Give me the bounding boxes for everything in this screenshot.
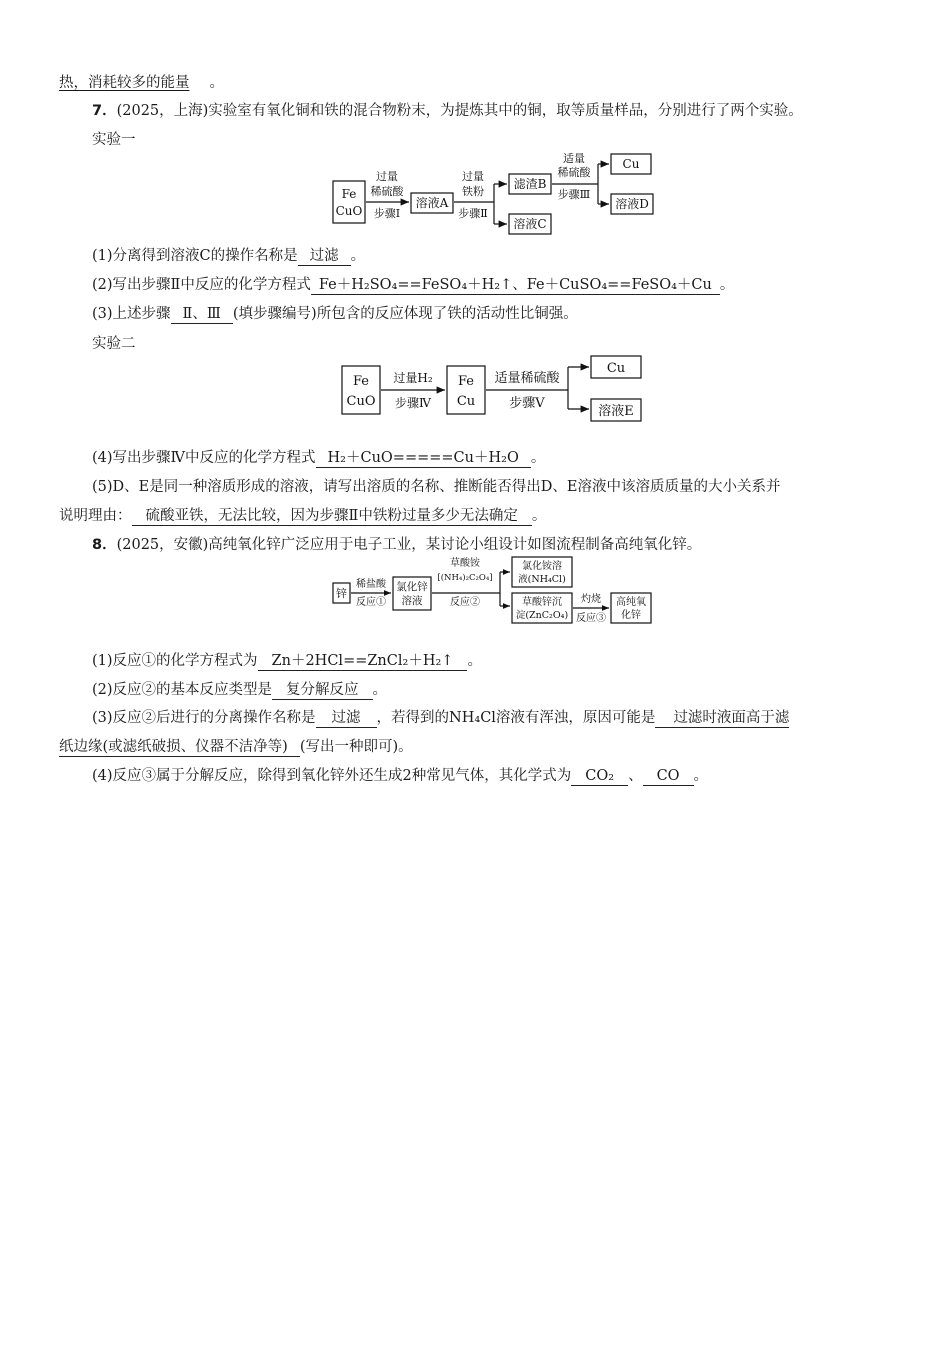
answer-blank: CO₂	[571, 767, 628, 786]
reaction-3-arrow	[573, 592, 609, 624]
diagram-label: Cu	[456, 394, 476, 409]
step-1-arrow	[366, 169, 409, 220]
continuation-line: 热，消耗较多的能量 。	[59, 75, 224, 91]
diagram-label: 高纯氧	[616, 597, 646, 608]
diagram-label: 溶液	[401, 595, 423, 607]
continuation-text: 热，消耗较多的能量	[59, 75, 190, 91]
diagram-label: 反应③	[576, 613, 606, 624]
solution-c-box	[509, 214, 551, 234]
experiment-2-flow-diagram	[338, 354, 648, 428]
diagram-label: 灼烧	[581, 594, 601, 605]
answer-blank: Ⅱ、Ⅲ	[171, 305, 233, 324]
answer-blank: H₂＋CuO=====Cu＋H₂O	[316, 449, 531, 468]
diagram-label: 溶液E	[598, 404, 634, 419]
solution-e-box	[591, 399, 641, 421]
q7-part-4: (4)写出步骤Ⅳ中反应的化学方程式 H₂＋CuO=====Cu＋H₂O 。	[92, 450, 546, 466]
diagram-label: 稀盐酸	[356, 579, 386, 590]
step-2-arrow	[454, 169, 507, 224]
q7-part-3: (3)上述步骤 Ⅱ、Ⅲ (填步骤编号)所包含的反应体现了铁的活动性比铜强。	[92, 306, 578, 322]
question-7-stem	[92, 101, 803, 121]
question-8-stem	[92, 535, 701, 555]
diagram-label: 过量	[376, 170, 398, 183]
diagram-label: 步骤Ⅰ	[373, 207, 401, 220]
reaction-1-arrow	[351, 577, 391, 608]
ammonium-chloride-box	[512, 557, 572, 587]
diagram-label: Cu	[606, 361, 626, 376]
reaction-2-arrow	[432, 556, 510, 608]
copper-box-1	[611, 154, 651, 174]
q7-part-2: (2)写出步骤Ⅱ中反应的化学方程式 Fe＋H₂SO₄==FeSO₄＋H₂↑、Fe＋CuSO₄==FeSO₄＋Cu 。	[92, 277, 735, 293]
answer-blank: Fe＋H₂SO₄==FeSO₄＋H₂↑、Fe＋CuSO₄==FeSO₄＋Cu	[311, 276, 720, 295]
q8-part-2: (2)反应②的基本反应类型是 复分解反应 。	[92, 682, 388, 698]
diagram-label: CuO	[346, 394, 376, 409]
diagram-label: 氯化铵溶	[522, 561, 562, 572]
answer-blank: 纸边缘(或滤纸破损、仪器不洁净等)	[59, 738, 300, 757]
diagram-label: 锌	[336, 587, 347, 600]
diagram-label: 铁粉	[462, 185, 484, 198]
diagram-label: Fe	[352, 374, 370, 389]
q7-part-5-line-1: (5)D、E是同一种溶质形成的溶液，请写出溶质的名称、推断能否得出D、E溶液中该溶质质量的大小关系并	[92, 479, 781, 495]
step-3-arrow	[552, 152, 609, 204]
diagram-label: 溶液C	[513, 217, 547, 231]
diagram-label: 步骤Ⅴ	[509, 396, 545, 411]
diagram-label: 氯化锌	[396, 581, 428, 593]
diagram-label: 化锌	[621, 610, 641, 621]
diagram-label: 液(NH₄Cl)	[518, 574, 566, 585]
answer-blank: CO	[643, 767, 694, 786]
experiment-1-label: 实验一	[92, 132, 136, 148]
copper-box-2	[591, 356, 641, 378]
answer-blank: 过滤	[316, 709, 377, 728]
q8-part-4: (4)反应③属于分解反应，除得到氧化锌外还生成2种常见气体，其化学式为 CO₂ 、 CO 。	[92, 768, 709, 784]
answer-blank: 过滤	[298, 247, 351, 266]
diagram-label: Cu	[622, 157, 640, 171]
start-box-fe-cuo	[342, 366, 380, 414]
diagram-label: 稀硫酸	[557, 166, 591, 179]
diagram-label: 适量	[563, 152, 585, 165]
diagram-label: 适量稀硫酸	[494, 371, 560, 386]
diagram-label: 步骤Ⅲ	[557, 188, 591, 201]
diagram-label: Fe	[457, 374, 475, 389]
experiment-1-flow-diagram	[330, 150, 660, 240]
q7-part-5-line-2: 说明理由： 硫酸亚铁，无法比较，因为步骤Ⅱ中铁粉过量多少无法确定 。	[59, 508, 547, 524]
diagram-label: 滤渣B	[513, 177, 547, 191]
zinc-oxide-box	[611, 593, 651, 623]
diagram-label: 溶液D	[615, 197, 649, 211]
diagram-label: Fe	[341, 187, 357, 201]
zinc-oxide-flow-diagram	[330, 555, 660, 631]
question-number: 8．	[92, 537, 117, 553]
question-text: (2025，上海)实验室有氧化铜和铁的混合物粉末，为提炼其中的铜，取等质量样品，分别进行了两个实验。	[116, 103, 803, 119]
diagram-label: 稀硫酸	[370, 185, 404, 198]
diagram-label: 步骤Ⅱ	[458, 207, 488, 220]
step-5-arrow	[486, 367, 589, 411]
zinc-oxalate-box	[512, 593, 572, 623]
question-text: (2025，安徽)高纯氧化锌广泛应用于电子工业，某讨论小组设计如图流程制备高纯氧化锌。	[116, 537, 702, 553]
solution-a-box	[411, 193, 453, 213]
q8-part-3-line-1: (3)反应②后进行的分离操作名称是 过滤 ，若得到的NH₄Cl溶液有浑浊，原因可能是 过滤时液面高于滤	[92, 710, 790, 726]
q8-part-1: (1)反应①的化学方程式为 Zn＋2HCl==ZnCl₂＋H₂↑ 。	[92, 653, 482, 669]
mid-box-fe-cu	[447, 366, 485, 414]
start-box-fe-cuo	[333, 181, 365, 223]
diagram-label: 淀(ZnC₂O₄)	[515, 610, 569, 621]
answer-blank: 复分解反应	[272, 681, 373, 700]
answer-blank: 过滤时液面高于滤	[655, 709, 789, 728]
residue-b-box	[509, 174, 551, 194]
diagram-label: 反应①	[356, 597, 386, 608]
diagram-label: 反应②	[450, 597, 480, 608]
zinc-box	[333, 583, 350, 603]
step-4-arrow	[381, 370, 445, 410]
diagram-label: [(NH₄)₂C₂O₄]	[437, 573, 493, 583]
diagram-label: 步骤Ⅳ	[395, 396, 431, 410]
answer-blank: Zn＋2HCl==ZnCl₂＋H₂↑	[258, 652, 468, 671]
diagram-label: CuO	[335, 204, 363, 218]
solution-d-box	[611, 194, 653, 214]
diagram-label: 过量	[462, 170, 484, 183]
diagram-label: 溶液A	[415, 196, 449, 210]
question-number: 7．	[92, 103, 117, 119]
diagram-label: 草酸锌沉	[522, 597, 562, 608]
answer-blank: 硫酸亚铁，无法比较，因为步骤Ⅱ中铁粉过量多少无法确定	[132, 507, 532, 526]
q7-part-1: (1)分离得到溶液C的操作名称是 过滤 。	[92, 248, 366, 264]
diagram-label: 草酸铵	[450, 558, 480, 569]
q8-part-3-line-2: 纸边缘(或滤纸破损、仪器不洁净等) (写出一种即可)。	[59, 739, 413, 755]
zinc-chloride-box	[393, 577, 431, 610]
diagram-label: 过量H₂	[393, 371, 433, 385]
experiment-2-label: 实验二	[92, 336, 136, 352]
